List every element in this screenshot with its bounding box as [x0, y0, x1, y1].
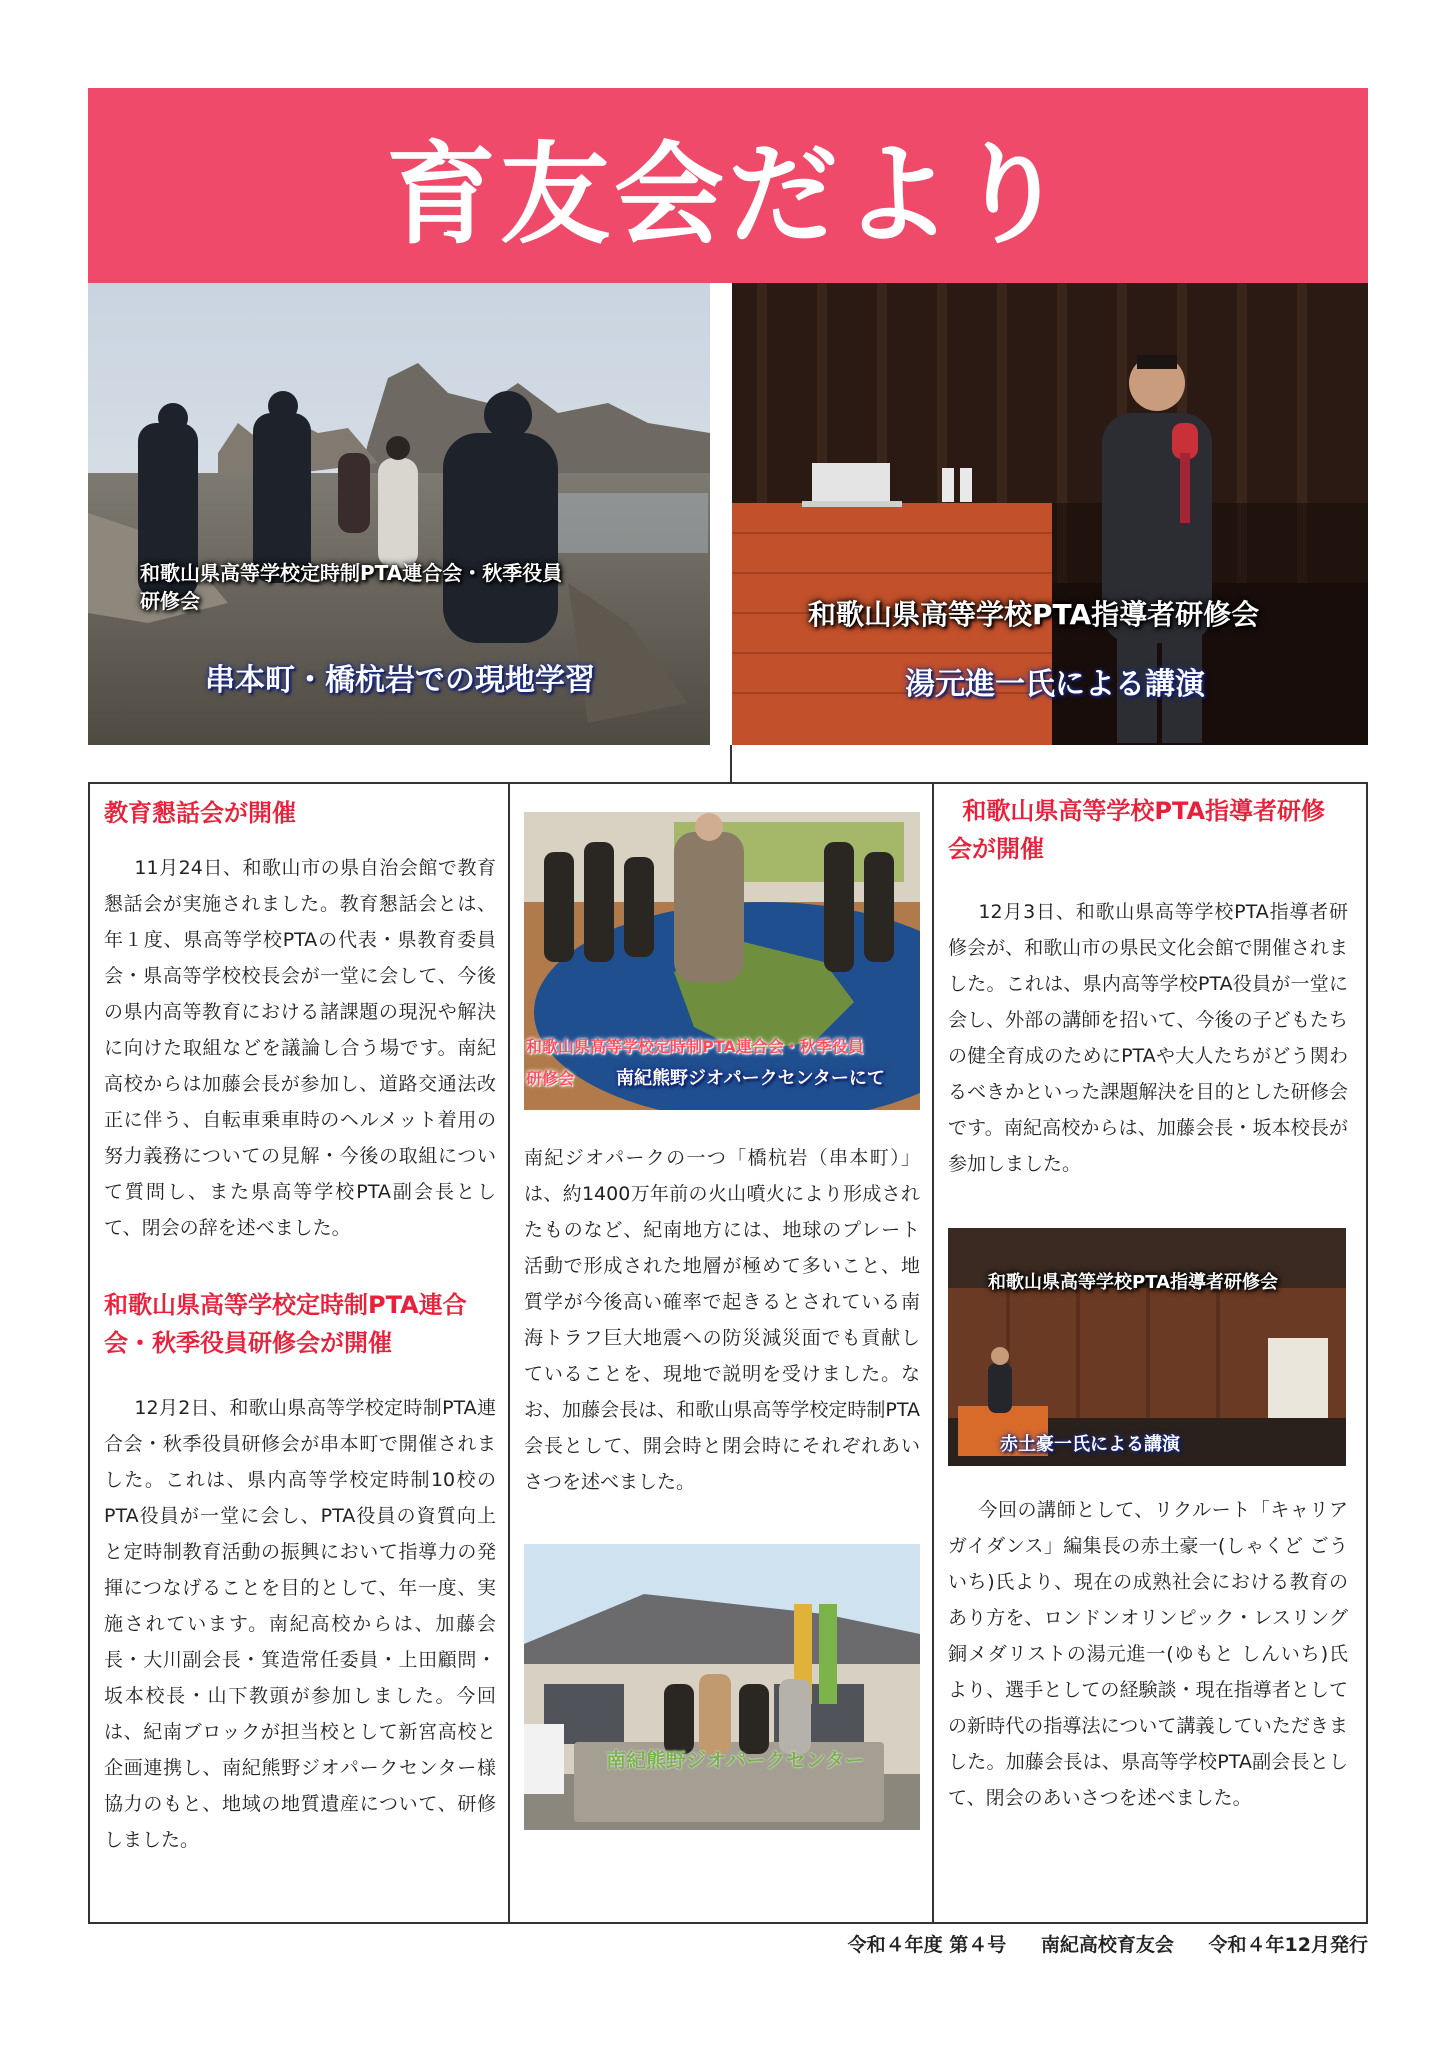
heading-education-meeting: 教育懇話会が開催 — [104, 799, 296, 827]
photo-geopark-center — [524, 1544, 920, 1830]
footer-issue: 令和４年度 第４号 — [847, 1934, 1007, 1956]
footer — [820, 1930, 1368, 1957]
heading-teiji-pta: 和歌山県高等学校定時制PTA連合会・秋季役員研修会が開催 — [104, 1291, 467, 1357]
photo-caption-line2: 研修会 — [526, 1069, 575, 1088]
column-2 — [508, 782, 934, 1924]
photo-caption-sub: 串本町・橋杭岩での現地学習 — [205, 663, 595, 698]
paragraph-lecturers: 今回の講師として、リクルート「キャリアガイダンス」編集長の赤土豪一(しゃくど ごういち)氏より、現在の成熟社会における教育のあり方を、ロンドンオリンピック・レスリング銅メダリストの湯元進一(ゆもと しんいち)氏より、選手としての経験談・現在指導者としての新時代の指導法について講義していただきました。加藤会長は、県高等学校PTA副会長として、閉会のあいさつを述べました。 — [948, 1499, 1348, 1809]
photo-caption-top: 和歌山県高等学校PTA指導者研修会 — [988, 1272, 1279, 1293]
photo-yumoto-lecture — [732, 283, 1368, 745]
footer-publisher: 南紀高校育友会 — [1040, 1934, 1174, 1956]
photo-geopark-floor-map — [524, 812, 920, 1110]
column-3 — [932, 782, 1368, 1924]
page-title: 育友会だより — [386, 130, 1070, 259]
photo-caption-line1: 和歌山県高等学校PTA指導者研修会 — [808, 598, 1260, 631]
column-1 — [88, 782, 510, 1924]
photo-caption-line1: 和歌山県高等学校定時制PTA連合会・秋季役員 — [526, 1037, 864, 1056]
paragraph-education-meeting: 11月24日、和歌山市の県自治会館で教育懇話会が実施されました。教育懇話会とは、年１度、県高等学校PTAの代表・県教育委員会・県高等学校校長会が一堂に会して、今後の県内高等教育における諸課題の現況や解決に向けた取組などを議論し合う場です。南紀高校からは加藤会長が参加し、道路交通法改正に伴う、自転車乗車時のヘルメット着用の努力義務についての見解・今後の取組について質問し、また県高等学校PTA副会長として、閉会の辞を述べました。 — [104, 857, 496, 1239]
photo-geopark-center-image — [524, 1544, 920, 1830]
photo-shakudo-lecture — [948, 1228, 1346, 1466]
paragraph-pta-leader: 12月3日、和歌山県高等学校PTA指導者研修会が、和歌山市の県民文化会館で開催されました。これは、県内高等学校PTA役員が一堂に会し、外部の講師を招いて、今後の子どもたちの健全育成のためにPTAや大人たちがどう関わるべきかといった課題解決を目的とした研修会です。南紀高校からは、加藤会長・坂本校長が参加しました。 — [948, 901, 1348, 1175]
photo-caption-line1: 和歌山県高等学校定時制PTA連合会・秋季役員 — [140, 561, 563, 585]
photo-caption-bottom: 赤土豪一氏による講演 — [1000, 1434, 1180, 1455]
photo-caption-line2: 研修会 — [140, 589, 200, 613]
paragraph-teiji-pta: 12月2日、和歌山県高等学校定時制PTA連合会・秋季役員研修会が串本町で開催されました。これは、県内高等学校定時制10校のPTA役員が一堂に会し、PTA役員の資質向上と定時制教育活動の振興において指導力の発揮につなげることを目的として、年一度、実施されています。南紀高校からは、加藤会長・大川副会長・箕造常任委員・上田顧問・坂本校長・山下教頭が参加しました。今回は、紀南ブロックが担当校として新宮高校と企画連携し、南紀熊野ジオパークセンター様協力のもと、地域の地質遺産について、研修しました。 — [104, 1397, 496, 1851]
header-banner — [88, 88, 1368, 283]
sign-geopark-center: 南紀熊野ジオパークセンター — [606, 1748, 865, 1772]
photo-hashigui-rocks — [88, 283, 710, 745]
photo-caption-sub: 南紀熊野ジオパークセンターにて — [616, 1068, 885, 1089]
footer-date: 令和４年12月発行 — [1208, 1934, 1368, 1956]
photo-caption-sub: 湯元進一氏による講演 — [905, 667, 1205, 702]
heading-pta-leader: 和歌山県高等学校PTA指導者研修会が開催 — [948, 797, 1326, 863]
divider — [730, 745, 732, 782]
paragraph-geopark: 南紀ジオパークの一つ「橋杭岩（串本町）」は、約1400万年前の火山噴火により形成されたものなど、紀南地方には、地球のプレート活動で形成された地層が極めて多いこと、地質学が今後高い確率で起きるとされている南海トラフ巨大地震への防災減災面でも貢献していることを、現地で説明を受けました。なお、加藤会長は、和歌山県高等学校定時制PTA会長として、開会時と閉会時にそれぞれあいさつを述べました。 — [524, 1147, 920, 1493]
